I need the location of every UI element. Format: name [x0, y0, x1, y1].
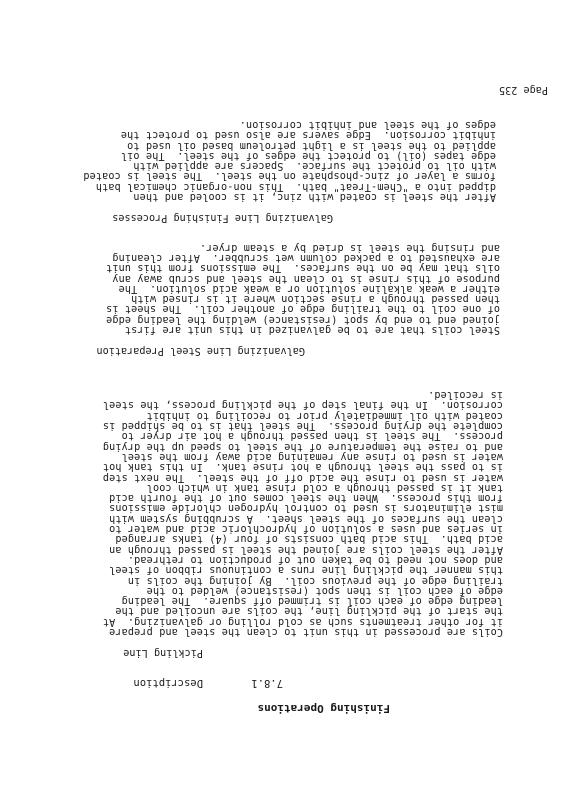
paragraph-line: in series and uses a solution of hydrochloric acid and water to: [109, 523, 503, 535]
paragraph-line: then passed through a rinse section where it is rinsed with: [131, 293, 500, 305]
paragraph-line: and does not need to be taken out of production to rethread.: [127, 553, 503, 565]
paragraph-line: with oil to protect the surface. Spacers are applied with: [133, 160, 496, 172]
subsection-heading-galvanizing-preparation: Galvanizing Line Steel Preparation: [96, 345, 305, 356]
paragraph-line: this manner the pickling line runs a continuous ribbon of steel: [109, 564, 503, 576]
paragraph-line: corrosion. In the final step of the pickling process, the steel: [102, 399, 503, 411]
paragraph-line: joined end to end by spot (resistance) welding the leading edge: [106, 313, 500, 325]
paragraph-line: After the steel coils are joined the steel is passed through an: [109, 543, 503, 555]
paragraph-line: and to raise the temperature of the steel to speed up the drying: [102, 440, 503, 452]
page-number: Page 235: [498, 84, 548, 95]
paragraph-line: acid bath. This acid bath consists of four (4) tanks arranged: [115, 533, 503, 545]
paragraph-line: and rinsing the steel is dried by a steam dryer.: [199, 241, 500, 253]
paragraph-galvanizing-finishing: [83, 119, 496, 201]
paragraph-line: After the steel is coated with zinc, it is cooled and then: [133, 191, 496, 202]
paragraph-line: complete the drying process. The steel that is to be shipped is: [102, 420, 503, 432]
paragraph-line: mist eliminators is used to control hydrogen chloride emissions: [109, 502, 503, 514]
paragraph-line: water is used to rinse the acid off of the steel. The next step: [102, 471, 503, 483]
paragraph-line: inhibit corrosion. Edge savers are also used to protect the: [120, 129, 496, 141]
paragraph-line: edge of each coil is then spot (resistance) welded to the: [146, 584, 503, 596]
paragraph-line: is recoiled.: [427, 389, 503, 401]
paragraph-line: is to pass the steel through a hot rinse tank. In this tank hot: [102, 461, 503, 473]
paragraph-line: Coils are processed in this unit to clean the steel and prepare: [109, 626, 503, 637]
paragraph-line: Steel coils that are to be galvanized in this unit are first: [124, 324, 500, 335]
paragraph-line: dipped into a "Chem-Treat" bath. This non-organic chemical bath: [95, 180, 496, 192]
paragraph-line: purpose of this rinse is to clean the steel and scrub away any: [112, 272, 500, 284]
paragraph-galvanizing-preparation: [106, 241, 500, 334]
section-title: Description: [133, 677, 203, 689]
document-title: Finishing Operations: [257, 702, 390, 715]
paragraph-line: process. The steel is then passed through a hot air dryer to: [121, 430, 503, 442]
paragraph-line: forms a layer of zinc-phosphate on the steel. The steel is coated: [83, 170, 496, 182]
subsection-heading-pickling-line: Pickling Line: [123, 647, 203, 658]
paragraph-line: applied to the steel is a light petroleum based oil used to: [127, 139, 496, 151]
subsection-heading-galvanizing-finishing: Galvanizing Line Finishing Processes: [112, 212, 333, 223]
paragraph-line: of one coil to the trailing edge of another coil. The sheet is: [106, 303, 500, 315]
paragraph-line: either a weak alkaline solution or a weak acid solution. The: [118, 282, 500, 294]
paragraph-line: tank it is passed through a cold rinse tank in which cool: [146, 481, 503, 493]
paragraph-line: the start of the pickling line, the coils are uncoiled and the: [115, 605, 503, 617]
paragraph-line: coated with oil immediately prior to recoiling to inhibit: [146, 409, 503, 421]
paragraph-line: leading edge of each coil is trimmed off square. The leading: [121, 595, 503, 607]
paragraph-line: water is used to rinse any remaining acid away from the steel: [121, 450, 503, 462]
paragraph-line: it for other treatments such as cold rolling or galvanizing. At: [102, 615, 503, 627]
paragraph-line: oils that may be on the surfaces. The emissions from this unit: [106, 262, 500, 274]
paragraph-line: clean the surfaces of the steel sheet. A scrubbing system with: [109, 512, 503, 524]
section-number: 7.8.1: [251, 677, 283, 689]
paragraph-line: edge tapes (oil) to protect the edges of the steel. The oil: [120, 149, 496, 161]
paragraph-line: edges of the steel and inhibit corrosion.: [239, 118, 496, 130]
paragraph-line: trailing edge of the previous coil. By joining the coils in: [127, 574, 503, 586]
paragraph-line: from this process. When the steel comes out of the fourth acid: [109, 492, 503, 504]
paragraph-pickling-line: [103, 389, 503, 636]
paragraph-line: are exhausted to a packed column wet scrubber. After cleaning: [112, 251, 500, 263]
